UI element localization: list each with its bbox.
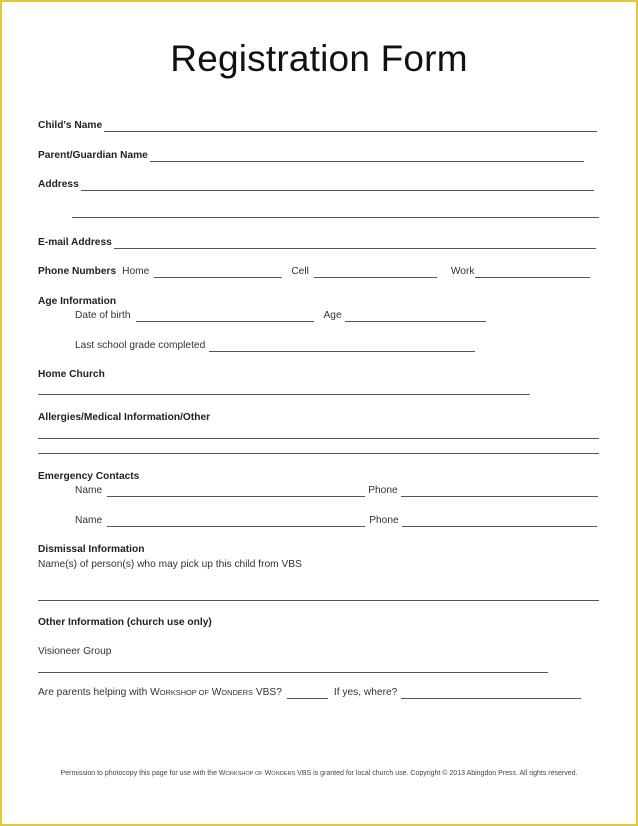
parents-helping-row xyxy=(38,687,581,699)
dob-label: Date of birth xyxy=(75,310,131,321)
child-name-row xyxy=(38,120,597,132)
dismissal-heading: Dismissal Information xyxy=(38,544,145,555)
last-grade-label: Last school grade completed xyxy=(75,340,206,351)
parents-question: Are parents helping with WORKSHOP OF WONDERS VBS? xyxy=(38,687,282,698)
home-church-heading-row xyxy=(38,369,105,381)
visioneer-row xyxy=(38,646,111,658)
dismissal-field[interactable] xyxy=(38,591,599,601)
age-label: Age xyxy=(323,310,342,321)
last-grade-field[interactable] xyxy=(209,342,475,352)
age-info-heading-row xyxy=(38,296,116,308)
allergies-line1-row xyxy=(38,429,599,439)
phone-home-field[interactable] xyxy=(154,268,282,278)
dob-field[interactable] xyxy=(136,312,314,322)
emergency-phone-field-2[interactable] xyxy=(402,517,597,527)
phone-numbers-label: Phone Numbers xyxy=(38,266,117,277)
visioneer-label: Visioneer Group xyxy=(38,646,112,657)
address-label: Address xyxy=(38,179,79,190)
other-info-heading-row xyxy=(38,617,212,629)
emergency-phone-label-1: Phone xyxy=(368,485,398,496)
dismissal-line-row xyxy=(38,591,599,601)
address-row xyxy=(38,179,594,191)
email-field[interactable] xyxy=(114,239,596,249)
parent-guardian-field[interactable] xyxy=(150,152,584,162)
email-row xyxy=(38,237,596,249)
last-grade-row xyxy=(75,340,475,352)
phone-work-label: Work xyxy=(450,266,475,277)
if-yes-field[interactable] xyxy=(401,689,581,699)
dismissal-prompt: Name(s) of person(s) who may pick up this child from VBS xyxy=(38,559,302,570)
home-church-line-row xyxy=(38,385,530,395)
dob-row xyxy=(75,310,486,322)
address-row-2 xyxy=(72,208,599,218)
if-yes-label: If yes, where? xyxy=(333,687,398,698)
form-title: Registration Form xyxy=(170,38,468,79)
home-church-field[interactable] xyxy=(38,385,530,395)
allergies-label: Allergies/Medical Information/Other xyxy=(38,412,211,423)
phone-work-field[interactable] xyxy=(475,268,590,278)
emergency-contact-2-row xyxy=(75,515,597,527)
footer-permission: Permission to photocopy this page for use with the WORKSHOP OF WONDERS VBS is granted for local church use. Copyright © 2013 Abingdon Press. All rights reserved. xyxy=(60,770,578,777)
visioneer-field[interactable] xyxy=(38,663,548,673)
emergency-heading-row xyxy=(38,471,139,483)
emergency-name-field-2[interactable] xyxy=(107,517,365,527)
allergies-line2-row xyxy=(38,444,599,454)
allergies-field-line2[interactable] xyxy=(38,444,599,454)
parent-guardian-row xyxy=(38,150,584,162)
child-name-label: Child's Name xyxy=(38,120,103,131)
child-name-field[interactable] xyxy=(104,122,597,132)
phone-home-label: Home xyxy=(122,266,150,277)
phone-cell-label: Cell xyxy=(291,266,309,277)
age-info-heading: Age Information xyxy=(38,296,117,307)
visioneer-line-row xyxy=(38,663,548,673)
emergency-phone-label-2: Phone xyxy=(369,515,399,526)
emergency-heading: Emergency Contacts xyxy=(38,471,140,482)
phone-cell-field[interactable] xyxy=(314,268,437,278)
parent-guardian-label: Parent/Guardian Name xyxy=(38,150,148,161)
other-info-heading: Other Information (church use only) xyxy=(38,617,212,628)
age-field[interactable] xyxy=(345,312,486,322)
emergency-name-label-2: Name xyxy=(75,515,103,526)
emergency-phone-field-1[interactable] xyxy=(401,487,598,497)
phone-row xyxy=(38,266,590,278)
dismissal-prompt-row xyxy=(38,559,302,571)
email-label: E-mail Address xyxy=(38,237,112,248)
emergency-name-label-1: Name xyxy=(75,485,103,496)
emergency-contact-1-row xyxy=(75,485,598,497)
address-field-line1[interactable] xyxy=(81,181,594,191)
dismissal-heading-row xyxy=(38,544,144,556)
address-field-line2[interactable] xyxy=(72,208,599,218)
allergies-heading-row xyxy=(38,412,210,424)
allergies-field-line1[interactable] xyxy=(38,429,599,439)
emergency-name-field-1[interactable] xyxy=(107,487,365,497)
parents-helping-field[interactable] xyxy=(287,689,328,699)
home-church-label: Home Church xyxy=(38,369,105,380)
